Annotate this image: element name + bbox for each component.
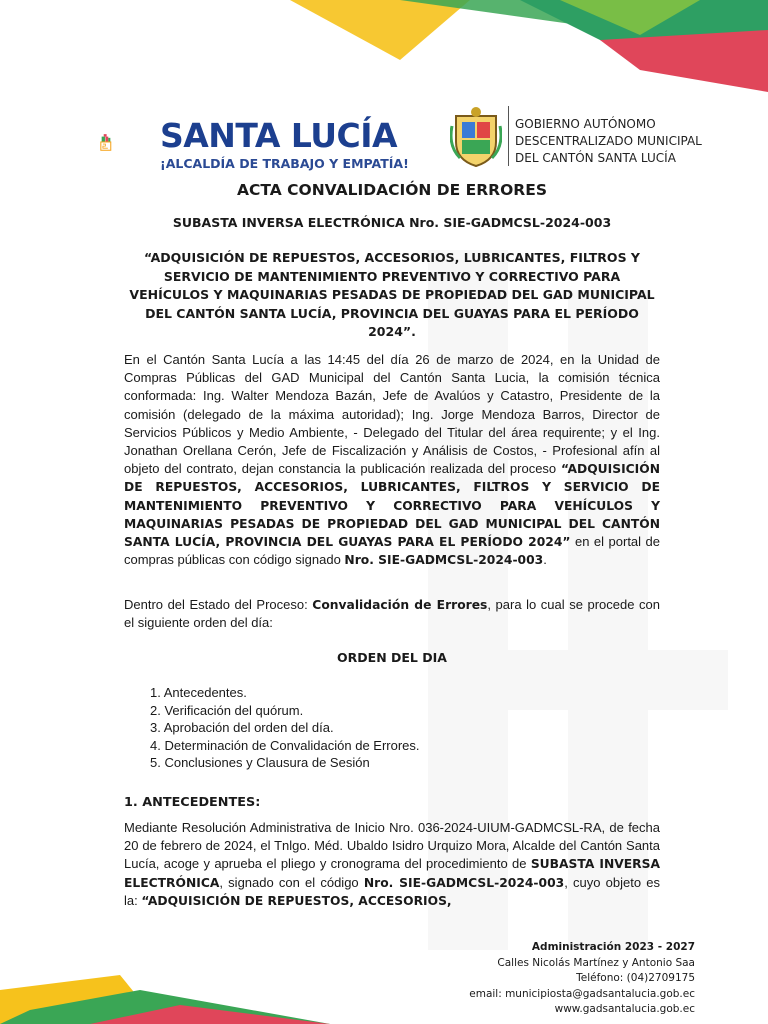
footer-email: email: municipiosta@gadsantalucia.gob.ec	[469, 987, 695, 1000]
agenda-item: 4. Determinación de Convalidación de Errores.	[150, 737, 420, 753]
municipal-seal-icon	[450, 106, 502, 168]
government-name	[515, 116, 702, 167]
paragraph-state	[124, 596, 660, 632]
footer-decoration	[0, 950, 330, 1024]
gov-line-2: DESCENTRALIZADO MUNICIPAL	[515, 134, 702, 148]
intro-code: Nro. SIE-GADMCSL-2024-003	[344, 553, 544, 568]
gov-line-1: GOBIERNO AUTÓNOMO	[515, 117, 656, 131]
intro-end: .	[543, 552, 547, 568]
intro-text: En el Cantón Santa Lucía a las 14:45 del día 26 de marzo de 2024, en la Unidad de Compras Públicas del GAD Municipal del Cantón Santa Lucia, la comisión técnica conformada: Ing. Walter Mendoza Bazán, Jefe de Avalúos y Catastro, Presidente de la comisión (delegado de la máxima autoridad); Ing. Jorge Mendoza Barros, Director de Servicios Públicos y Medio Ambiente, - Delegado del Titular del área requirente; y el Ing. Jonathan Orellana Cerón, Jefe de Fiscalización y Análisis de Costos, - Profesional afín al objeto del contrato, dejan constancia la publicación realizada del proceso	[124, 352, 660, 477]
agenda-item: 2. Verificación del quórum.	[150, 702, 304, 718]
gov-line-3: DEL CANTÓN SANTA LUCÍA	[515, 151, 676, 165]
footer-web: www.gadsantalucia.gob.ec	[554, 1003, 695, 1015]
document-title: ACTA CONVALIDACIÓN DE ERRORES	[237, 181, 547, 199]
agenda-title: ORDEN DEL DIA	[337, 650, 447, 665]
procurement-object: “ADQUISICIÓN DE REPUESTOS, ACCESORIOS, LUBRICANTES, FILTROS Y SERVICIO DE MANTENIMIENTO PREVENTIVO Y CORRECTIVO PARA VEHÍCULOS Y MAQUINARIAS PESADAS DE PROPIEDAD DEL GAD MUNICIPAL DEL CANTÓN SANTA LUCÍA, PROVINCIA DEL GUAYAS PARA EL PERÍODO 2024”.	[129, 250, 655, 339]
paragraph-intro	[124, 351, 660, 569]
agenda-list	[150, 684, 420, 772]
paragraph-antecedentes	[124, 819, 660, 910]
antecedentes-code: Nro. SIE-GADMCSL-2024-003	[363, 875, 565, 890]
footer-admin: Administración 2023 - 2027	[531, 941, 695, 953]
antecedentes-bold: SUBASTA INVERSA ELECTRÓNICA	[124, 857, 660, 890]
antecedentes-mid2: , cuyo objeto es la:	[124, 874, 660, 908]
state-text: Dentro del Estado del Proceso:	[124, 597, 313, 612]
state-end: , para lo cual se procede con el siguiente orden del día:	[124, 597, 660, 631]
antecedentes-mid: , signado con el código	[219, 874, 364, 890]
antecedentes-object: “ADQUISICIÓN DE REPUESTOS, ACCESORIOS,	[141, 893, 452, 908]
footer-address: Calles Nicolás Martínez y Antonio Saa	[497, 956, 695, 969]
santa-lucia-logo-icon	[100, 100, 160, 185]
antecedentes-text: Mediante Resolución Administrativa de Inicio Nro. 036-2024-UIUM-GADMCSL-RA, de fecha 20 de febrero de 2024, el Tnlgo. Méd. Ubaldo Isidro Urquizo Mora, Alcalde del Cantón Santa Lucía, acoge y aprueba el pliego y cronograma del procedimiento de	[124, 820, 660, 872]
intro-object: “ADQUISICIÓN DE REPUESTOS, ACCESORIOS, LUBRICANTES, FILTROS Y SERVICIO DE MANTENIMIENTO PREVENTIVO Y CORRECTIVO PARA VEHÍCULOS Y MAQUINARIAS PESADAS DE PROPIEDAD DEL GAD MUNICIPAL DEL CANTÓN SANTA LUCÍA, PROVINCIA DEL GUAYAS PARA EL PERÍODO 2024”	[124, 462, 660, 550]
section-antecedentes-title: 1. ANTECEDENTES:	[124, 795, 261, 810]
header-divider	[508, 106, 509, 166]
document-subtitle: SUBASTA INVERSA ELECTRÓNICA Nro. SIE-GADMCSL-2024-003	[172, 215, 612, 230]
header-decoration	[0, 0, 768, 100]
footer-contact	[469, 940, 695, 1018]
intro-mid: en el portal de compras públicas con código signado	[124, 534, 660, 568]
agenda-item: 5. Conclusiones y Clausura de Sesión	[150, 755, 370, 771]
agenda-item: 1. Antecedentes.	[150, 685, 247, 700]
state-value: Convalidación de Errores	[312, 598, 488, 612]
footer-phone: Teléfono: (04)2709175	[576, 972, 695, 984]
agenda-item: 3. Aprobación del orden del día.	[150, 720, 334, 736]
brand-slogan: ¡ALCALDÍA DE TRABAJO Y EMPATÍA!	[160, 156, 409, 171]
brand-name: SANTA LUCÍA	[160, 116, 398, 155]
